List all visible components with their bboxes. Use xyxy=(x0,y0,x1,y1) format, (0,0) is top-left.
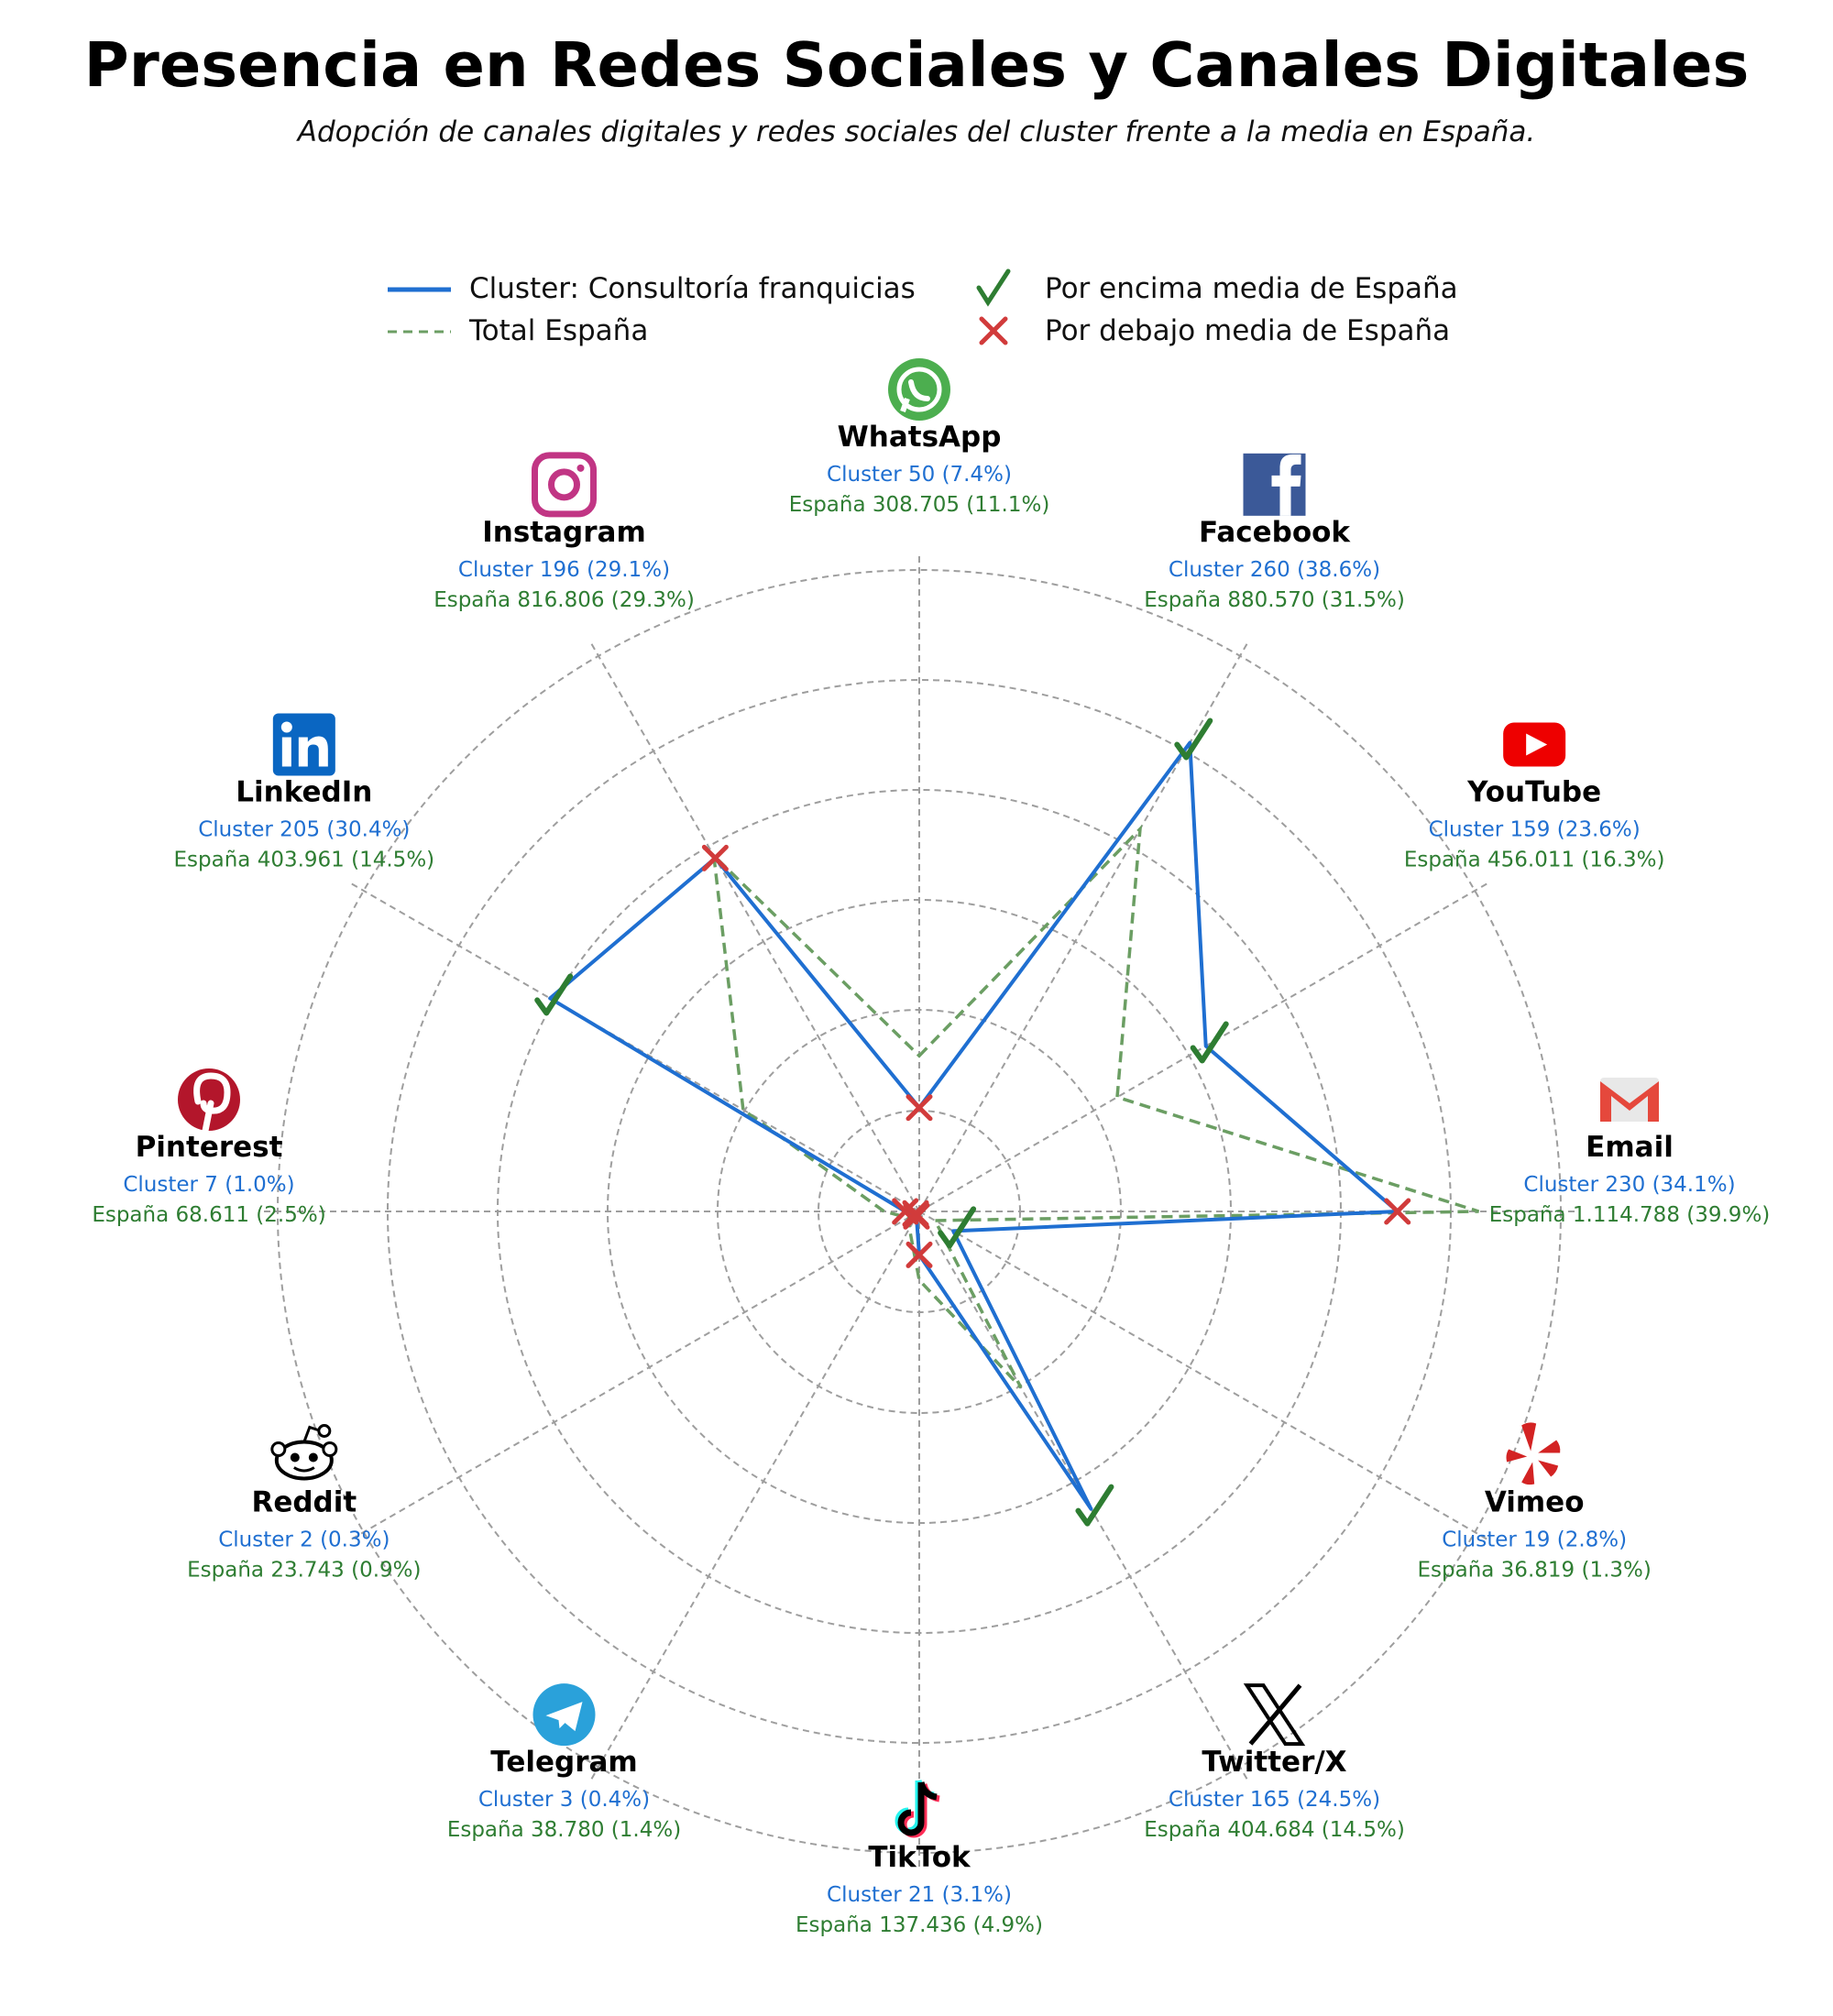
telegram-icon xyxy=(533,1683,596,1746)
spain-value-label: España 456.011 (16.3%) xyxy=(1403,848,1665,872)
grid-spoke xyxy=(592,1211,920,1779)
cluster-value-label: Cluster 196 (29.1%) xyxy=(457,557,671,582)
grid-spoke xyxy=(592,644,920,1211)
category-name: Instagram xyxy=(482,515,646,549)
category-vimeo xyxy=(1417,1422,1651,1582)
category-facebook xyxy=(1144,454,1405,612)
pinterest-icon xyxy=(178,1068,240,1131)
category-labels xyxy=(92,358,1770,1937)
spain-value-label: España 36.819 (1.3%) xyxy=(1417,1558,1652,1583)
cluster-value-label: Cluster 260 (38.6%) xyxy=(1168,557,1381,582)
category-name: Reddit xyxy=(251,1485,357,1519)
spain-value-label: España 880.570 (31.5%) xyxy=(1144,587,1405,612)
youtube-icon xyxy=(1503,723,1565,767)
spain-value-label: España 38.780 (1.4%) xyxy=(446,1818,682,1843)
category-name: Telegram xyxy=(490,1746,638,1780)
grid-spoke xyxy=(919,884,1487,1212)
grid-spoke xyxy=(919,1211,1487,1539)
x-icon xyxy=(1247,1685,1302,1744)
category-reddit xyxy=(187,1426,421,1583)
category-youtube xyxy=(1404,723,1665,872)
linkedin-icon xyxy=(273,714,335,776)
cluster-value-label: Cluster 19 (2.8%) xyxy=(1442,1528,1628,1552)
cluster-value-label: Cluster 205 (30.4%) xyxy=(198,817,411,842)
category-tiktok xyxy=(796,1780,1043,1937)
spain-value-label: España 403.961 (14.5%) xyxy=(173,848,435,872)
yelp-icon xyxy=(1507,1422,1561,1485)
legend: Cluster: Consultoría franquicias Total España Por encima media de España Por debajo media de España xyxy=(0,0,1833,367)
category-name: YouTube xyxy=(1467,775,1602,809)
spain-value-label: España 404.684 (14.5%) xyxy=(1144,1818,1405,1843)
category-instagram xyxy=(434,455,695,612)
spain-value-label: España 816.806 (29.3%) xyxy=(434,587,695,612)
cluster-value-label: Cluster 50 (7.4%) xyxy=(827,463,1012,487)
category-twitterx xyxy=(1144,1685,1405,1842)
markers xyxy=(537,721,1409,1524)
spain-value-label: España 1.114.788 (39.9%) xyxy=(1488,1203,1771,1227)
chart-title: Presencia en Redes Sociales y Canales Digitales xyxy=(83,29,1750,101)
grid-spoke xyxy=(919,644,1247,1211)
spain-value-label: España 308.705 (11.1%) xyxy=(788,493,1050,517)
category-name: Email xyxy=(1586,1131,1674,1164)
category-name: Twitter/X xyxy=(1202,1746,1347,1780)
cluster-value-label: Cluster 21 (3.1%) xyxy=(827,1883,1012,1907)
spain-value-label: España 23.743 (0.9%) xyxy=(187,1558,422,1583)
category-whatsapp xyxy=(789,358,1050,517)
chart-subtitle: Adopción de canales digitales y redes sociales del cluster frente a la media en España. xyxy=(297,115,1536,148)
whatsapp-icon xyxy=(888,358,950,421)
facebook-icon xyxy=(1244,454,1306,516)
category-name: WhatsApp xyxy=(837,421,1002,454)
category-telegram xyxy=(447,1683,681,1842)
cluster-value-label: Cluster 165 (24.5%) xyxy=(1168,1788,1381,1813)
category-pinterest xyxy=(92,1068,325,1227)
cluster-value-label: Cluster 159 (23.6%) xyxy=(1428,817,1641,842)
category-name: LinkedIn xyxy=(236,775,373,809)
spain-value-label: España 137.436 (4.9%) xyxy=(796,1913,1043,1937)
category-name: Facebook xyxy=(1198,515,1351,549)
cluster-value-label: Cluster 2 (0.3%) xyxy=(218,1528,390,1552)
reddit-icon xyxy=(272,1426,336,1479)
grid-spoke xyxy=(352,1211,919,1539)
category-linkedin xyxy=(174,714,435,872)
category-name: Vimeo xyxy=(1484,1485,1585,1519)
tiktok-icon xyxy=(898,1780,939,1835)
spain-value-label: España 68.611 (2.5%) xyxy=(92,1203,326,1227)
cluster-value-label: Cluster 230 (34.1%) xyxy=(1523,1173,1736,1197)
category-email xyxy=(1489,1078,1771,1227)
cluster-value-label: Cluster 3 (0.4%) xyxy=(477,1788,651,1813)
category-name: TikTok xyxy=(868,1841,971,1874)
category-name: Pinterest xyxy=(135,1131,283,1164)
marker-above-youtube xyxy=(1193,1024,1226,1060)
cluster-value-label: Cluster 7 (1.0%) xyxy=(123,1173,295,1197)
gmail-icon xyxy=(1600,1078,1659,1122)
marker-above-facebook xyxy=(1177,721,1210,758)
instagram-icon xyxy=(535,455,594,514)
